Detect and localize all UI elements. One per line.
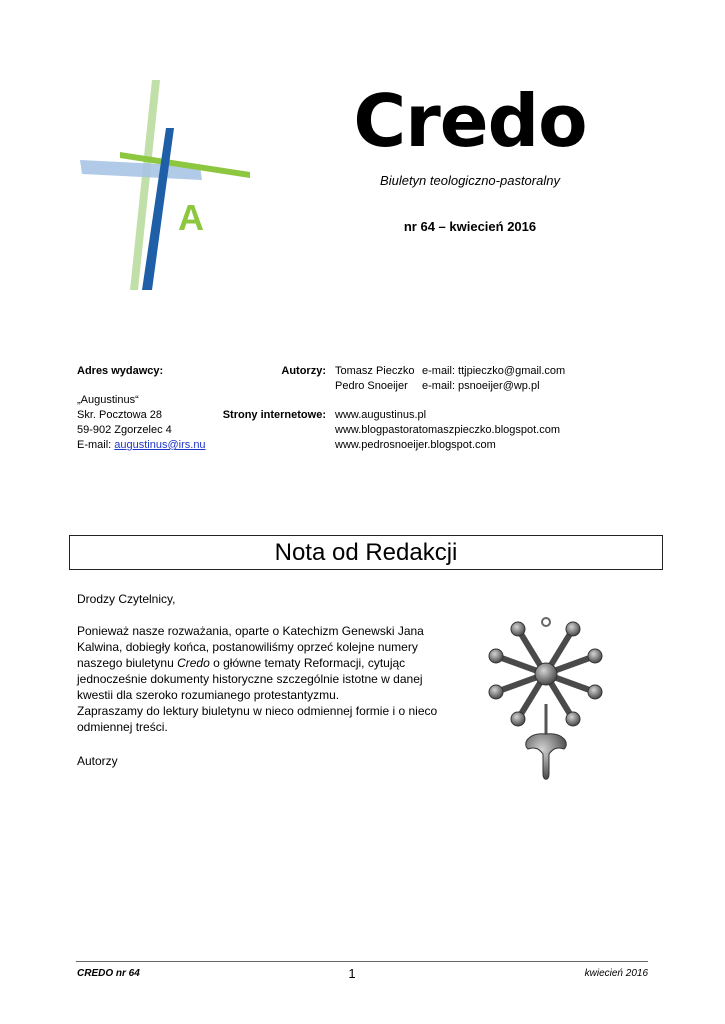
line-part: o główne tematy Reformacji, cytując (209, 656, 406, 670)
section-heading: Nota od Redakcji (69, 535, 663, 570)
page-number: 1 (348, 966, 356, 981)
paragraph-line (77, 655, 457, 671)
author-email: e-mail: psnoeijer@wp.pl (422, 380, 540, 392)
publisher-email-line (77, 438, 206, 453)
authors-label: Autorzy: (281, 365, 326, 377)
credo-italic: Credo (177, 656, 210, 670)
website-link[interactable]: www.blogpastoratomaszpieczko.blogspot.com (335, 424, 561, 436)
subtitle: Biuletyn teologiczno-pastoralny (380, 173, 560, 188)
editorial-paragraph (77, 623, 457, 735)
paragraph-line: Zapraszamy do lektury biuletynu w nieco odmiennej formie i o nieco (77, 704, 438, 718)
author-name: Pedro Snoeijer (335, 380, 408, 392)
augustinus-logo (80, 78, 255, 293)
paragraph-line: Kalwina, dobiegły końca, postanowiliśmy oprzeć kolejne numery (77, 640, 418, 654)
footer-left: CREDO nr 64 (77, 968, 140, 979)
greeting: Drodzy Czytelnicy, (77, 592, 176, 606)
website-link[interactable]: www.augustinus.pl (335, 409, 427, 421)
signature: Autorzy (77, 754, 118, 768)
publisher-label: Adres wydawcy: (77, 365, 164, 377)
websites-label: Strony internetowe: (222, 409, 326, 421)
line-part: naszego biuletynu (77, 656, 178, 670)
paragraph-line: kwestii dla szeroko rozumianego protestantyzmu. (77, 688, 340, 702)
author-email: e-mail: ttjpieczko@gmail.com (422, 365, 566, 377)
author-name: Tomasz Pieczko (335, 365, 415, 377)
paragraph-line: Ponieważ nasze rozważania, oparte o Katechizm Genewski Jana (77, 624, 424, 638)
paragraph-line: odmiennej treści. (77, 720, 168, 734)
footer-right: kwiecień 2016 (584, 968, 648, 979)
publisher-name: „Augustinus“ (77, 394, 139, 406)
email-prefix: E-mail: (77, 439, 115, 451)
publisher-street: Skr. Pocztowa 28 (77, 409, 162, 421)
publisher-email-link[interactable]: augustinus@irs.nu (114, 439, 206, 451)
paragraph-line: jednocześnie dokumenty historyczne szczególnie istotne w danej (77, 672, 423, 686)
footer-divider (76, 961, 648, 962)
publisher-city: 59-902 Zgorzelec 4 (77, 424, 172, 436)
logo-letter: A (178, 197, 204, 238)
page-title: Credo (353, 79, 587, 163)
website-link[interactable]: www.pedrosnoeijer.blogspot.com (335, 439, 496, 451)
issue-number: nr 64 – kwiecień 2016 (403, 219, 537, 234)
huguenot-cross-image (488, 614, 603, 784)
